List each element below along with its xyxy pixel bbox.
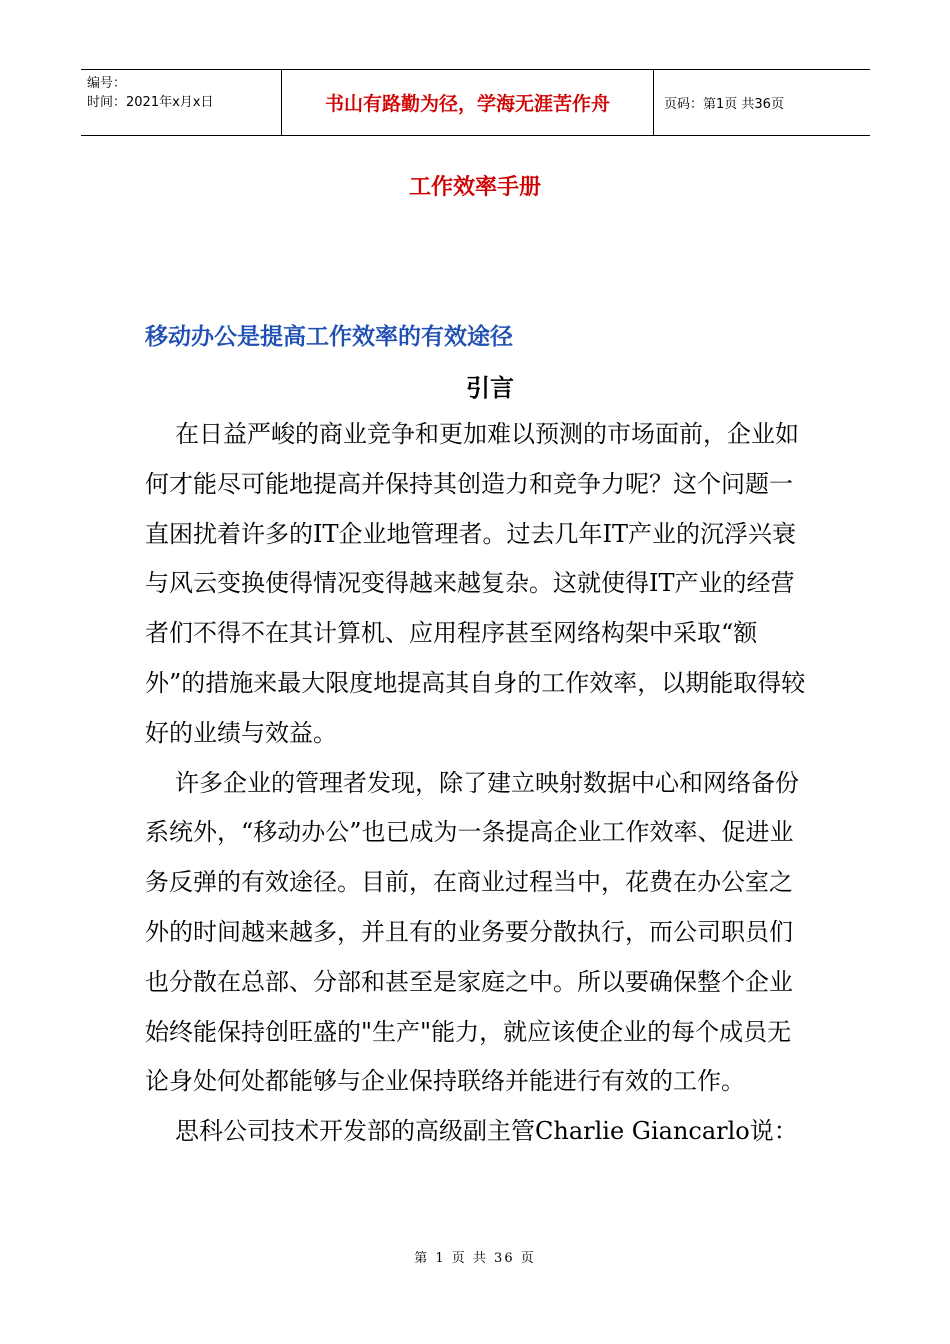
paragraph-2: 许多企业的管理者发现，除了建立映射数据中心和网络备份系统外，“移动办公”也已成为一条提高企业工作效率、促进业务反弹的有效途径。目前，在商业过程当中，花费在办公室之外的时间越来越多，并且有的业务要分散执行，而公司职员们也分散在总部、分部和甚至是家庭之中。所以要确保整个企业始终能保持创旺盛的"生产"能力，就应该使企业的每个成员无论身处何处都能够与企业保持联络并能进行有效的工作。 [145, 768, 799, 1096]
body-text [145, 410, 810, 1157]
intro-heading: 引言 [466, 374, 514, 402]
paragraph-3: 思科公司技术开发部的高级副主管Charlie Giancarlo说： [175, 1117, 798, 1146]
header-meta-cell [81, 70, 281, 135]
page-footer: 第 1 页 共 36 页 [414, 1251, 536, 1266]
header-number-label: 编号： [87, 76, 127, 91]
document-title: 工作效率手册 [408, 175, 541, 200]
section-heading: 移动办公是提高工作效率的有效途径 [145, 324, 513, 350]
paragraph-1: 在日益严峻的商业竞争和更加难以预测的市场面前，企业如何才能尽可能地提高并保持其创造力和竞争力呢？这个问题一直困扰着许多的IT企业地管理者。过去几年IT产业的沉浮兴衰与风云变换使得情况变得越来越复杂。这就使得IT产业的经营者们不得不在其计算机、应用程序甚至网络构架中采取“额外”的措施来最大限度地提高其自身的工作效率，以期能取得较好的业绩与效益。 [145, 420, 806, 747]
header-time-label: 时间：2021年x月x日 [87, 95, 214, 110]
header-motto: 书山有路勤为径，学海无涯苦作舟 [281, 70, 654, 135]
header-page-info: 页码：第1页 共36页 [664, 97, 784, 112]
document-header-table [81, 69, 870, 136]
